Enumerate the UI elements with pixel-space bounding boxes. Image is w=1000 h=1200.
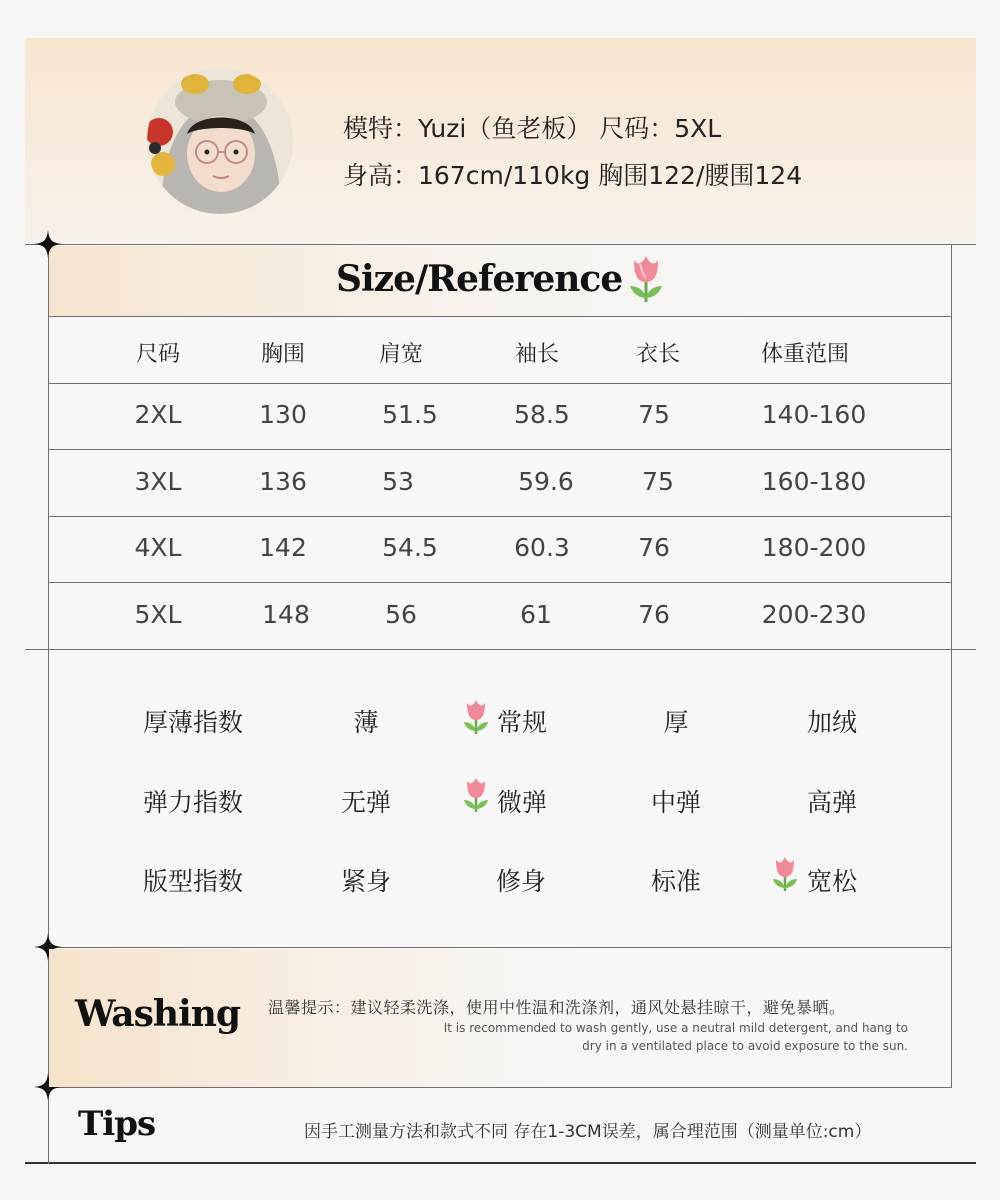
table-header-length: 衣长 — [635, 342, 680, 367]
table-header-shoulder: 肩宽 — [378, 342, 423, 367]
sparkle-icon — [34, 230, 62, 258]
model-info-line-2: 身高：167cm/110kg 胸围122/腰围124 — [343, 161, 803, 190]
tulip-icon — [771, 855, 799, 893]
index-option: 标准 — [650, 867, 701, 896]
model-avatar — [147, 68, 293, 214]
table-cell: 4XL — [134, 533, 182, 562]
index-option-selected: 常规 — [496, 708, 547, 737]
index-label-elasticity: 弹力指数 — [142, 788, 243, 817]
index-option: 薄 — [353, 708, 379, 737]
table-cell: 54.5 — [382, 533, 438, 562]
washing-title: Washing — [75, 993, 241, 1035]
table-cell: 61 — [520, 600, 552, 629]
table-cell: 59.6 — [518, 467, 574, 496]
index-option: 加绒 — [806, 708, 857, 737]
table-cell: 200-230 — [761, 600, 867, 629]
table-cell: 142 — [259, 533, 307, 562]
table-cell: 53 — [382, 467, 414, 496]
index-option: 厚 — [663, 708, 689, 737]
index-label-thickness: 厚薄指数 — [142, 708, 243, 737]
size-reference-title: Size/Reference — [336, 258, 623, 300]
table-cell: 76 — [638, 600, 670, 629]
index-option-selected: 微弹 — [496, 788, 547, 817]
tips-title: Tips — [78, 1104, 156, 1144]
tulip-icon — [462, 698, 490, 736]
index-label-fit: 版型指数 — [142, 867, 243, 896]
index-option: 中弹 — [650, 788, 701, 817]
washing-note-cn: 温馨提示：建议轻柔洗涤，使用中性温和洗涤剂，通风处悬挂晾干，避免暴晒。 — [268, 998, 846, 1017]
index-option: 修身 — [495, 867, 546, 896]
table-cell: 5XL — [134, 600, 182, 629]
table-cell: 60.3 — [514, 533, 570, 562]
tips-text: 因手工测量方法和款式不同 存在1-3CM误差，属合理范围（测量单位:cm） — [304, 1122, 872, 1142]
index-option: 紧身 — [340, 867, 391, 896]
table-cell: 2XL — [134, 400, 182, 429]
table-cell: 130 — [259, 400, 307, 429]
washing-note-en-2: dry in a ventilated place to avoid exposure to the sun. — [582, 1039, 908, 1053]
table-cell: 140-160 — [761, 400, 867, 429]
table-header-chest: 胸围 — [260, 342, 305, 367]
table-cell: 75 — [642, 467, 674, 496]
table-cell: 160-180 — [761, 467, 867, 496]
tulip-icon — [462, 776, 490, 814]
table-cell: 180-200 — [761, 533, 867, 562]
table-cell: 51.5 — [382, 400, 438, 429]
table-cell: 148 — [262, 600, 310, 629]
table-header-size: 尺码 — [135, 342, 180, 367]
table-cell: 76 — [638, 533, 670, 562]
table-cell: 75 — [638, 400, 670, 429]
washing-note-en-1: It is recommended to wash gently, use a neutral mild detergent, and hang to — [443, 1021, 908, 1035]
model-avatar-illustration — [147, 68, 293, 214]
model-info-panel — [25, 38, 976, 243]
index-option-selected: 宽松 — [806, 867, 857, 896]
table-cell: 58.5 — [514, 400, 570, 429]
table-header-weight: 体重范围 — [760, 342, 849, 367]
index-option: 高弹 — [806, 788, 857, 817]
index-option: 无弹 — [340, 788, 391, 817]
table-cell: 3XL — [134, 467, 182, 496]
table-cell: 56 — [385, 600, 417, 629]
table-header-sleeve: 袖长 — [514, 342, 559, 367]
table-cell: 136 — [259, 467, 307, 496]
model-info-line-1: 模特：Yuzi（鱼老板） 尺码：5XL — [343, 114, 722, 143]
tulip-icon — [626, 252, 666, 304]
